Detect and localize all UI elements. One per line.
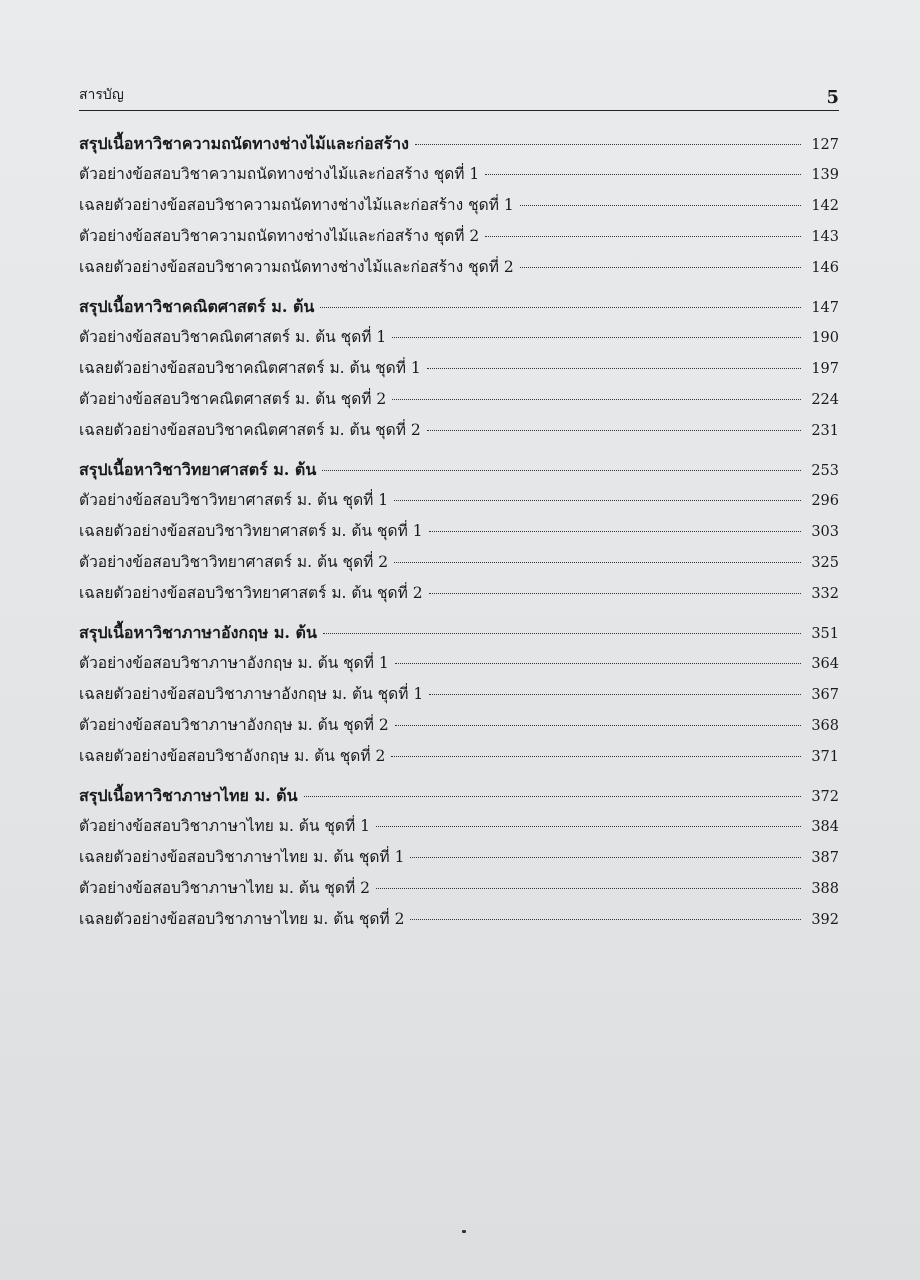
table-of-contents	[79, 128, 839, 943]
toc-entry	[79, 842, 839, 873]
toc-entry	[79, 741, 839, 772]
toc-entry-label: ตัวอย่างข้อสอบวิชาภาษาไทย ม. ต้น ชุดที่ 2	[79, 879, 370, 897]
dot-leader	[323, 631, 801, 634]
toc-entry-label: ตัวอย่างข้อสอบวิชาภาษาไทย ม. ต้น ชุดที่ 1	[79, 817, 370, 835]
toc-entry	[79, 252, 839, 283]
toc-entry-page: 190	[811, 330, 839, 346]
dot-leader	[322, 468, 801, 471]
toc-section	[79, 454, 839, 609]
toc-entry-page: 127	[811, 137, 839, 153]
toc-entry-label: สรุปเนื้อหาวิชาภาษาไทย ม. ต้น	[79, 786, 298, 805]
toc-section	[79, 128, 839, 283]
toc-section-heading	[79, 454, 839, 485]
toc-entry-page: 303	[811, 524, 839, 540]
toc-entry	[79, 353, 839, 384]
toc-entry-page: 351	[811, 626, 839, 642]
page-number: 5	[826, 87, 839, 108]
toc-entry-label: ตัวอย่างข้อสอบวิชาภาษาอังกฤษ ม. ต้น ชุดที่ 1	[79, 654, 389, 672]
toc-entry-page: 368	[811, 718, 839, 734]
toc-section	[79, 780, 839, 935]
toc-entry	[79, 648, 839, 679]
dot-leader	[427, 428, 801, 431]
toc-entry-label: สรุปเนื้อหาวิชาภาษาอังกฤษ ม. ต้น	[79, 623, 317, 642]
toc-entry-page: 364	[811, 656, 839, 672]
toc-entry-page: 325	[811, 555, 839, 571]
toc-entry	[79, 384, 839, 415]
dot-leader	[520, 265, 801, 268]
dot-leader	[485, 172, 801, 175]
toc-entry-page: 371	[811, 749, 839, 765]
toc-entry-label: เฉลยตัวอย่างข้อสอบวิชาอังกฤษ ม. ต้น ชุดที่ 2	[79, 747, 386, 765]
toc-entry-page: 231	[811, 423, 839, 439]
dot-leader	[392, 397, 801, 400]
dot-leader	[391, 754, 801, 757]
toc-entry-label: สรุปเนื้อหาวิชาคณิตศาสตร์ ม. ต้น	[79, 297, 315, 316]
print-speck	[462, 1230, 466, 1233]
toc-entry-label: เฉลยตัวอย่างข้อสอบวิชาภาษาไทย ม. ต้น ชุดที่ 1	[79, 848, 405, 866]
toc-entry	[79, 221, 839, 252]
toc-entry	[79, 415, 839, 446]
toc-entry-label: ตัวอย่างข้อสอบวิชาวิทยาศาสตร์ ม. ต้น ชุดที่ 1	[79, 491, 389, 509]
dot-leader	[395, 661, 801, 664]
dot-leader	[304, 794, 801, 797]
toc-section	[79, 617, 839, 772]
toc-entry	[79, 190, 839, 221]
toc-entry-label: ตัวอย่างข้อสอบวิชาความถนัดทางช่างไม้และก่อสร้าง ชุดที่ 1	[79, 165, 480, 183]
toc-entry-page: 388	[811, 881, 839, 897]
toc-entry-page: 296	[811, 493, 839, 509]
toc-entry-label: ตัวอย่างข้อสอบวิชาคณิตศาสตร์ ม. ต้น ชุดที่ 1	[79, 328, 387, 346]
dot-leader	[392, 335, 801, 338]
toc-entry-label: สรุปเนื้อหาวิชาวิทยาศาสตร์ ม. ต้น	[79, 460, 317, 479]
toc-entry	[79, 873, 839, 904]
toc-section-heading	[79, 128, 839, 159]
toc-section-heading	[79, 780, 839, 811]
toc-entry	[79, 516, 839, 547]
toc-entry	[79, 578, 839, 609]
toc-entry-page: 224	[811, 392, 839, 408]
toc-entry-label: เฉลยตัวอย่างข้อสอบวิชาคณิตศาสตร์ ม. ต้น ชุดที่ 2	[79, 421, 421, 439]
toc-entry-label: ตัวอย่างข้อสอบวิชาภาษาอังกฤษ ม. ต้น ชุดที่ 2	[79, 716, 389, 734]
toc-entry	[79, 904, 839, 935]
toc-entry	[79, 322, 839, 353]
toc-entry-label: ตัวอย่างข้อสอบวิชาคณิตศาสตร์ ม. ต้น ชุดที่ 2	[79, 390, 387, 408]
header-title: สารบัญ	[79, 87, 124, 103]
toc-entry-label: สรุปเนื้อหาวิชาความถนัดทางช่างไม้และก่อสร้าง	[79, 134, 409, 153]
toc-section-heading	[79, 291, 839, 322]
toc-entry-page: 142	[811, 198, 839, 214]
toc-entry-page: 139	[811, 167, 839, 183]
toc-entry-label: เฉลยตัวอย่างข้อสอบวิชาวิทยาศาสตร์ ม. ต้น ชุดที่ 1	[79, 522, 423, 540]
toc-entry-label: เฉลยตัวอย่างข้อสอบวิชาวิทยาศาสตร์ ม. ต้น ชุดที่ 2	[79, 584, 423, 602]
toc-entry-page: 143	[811, 229, 839, 245]
dot-leader	[415, 142, 801, 145]
dot-leader	[427, 366, 801, 369]
toc-entry-page: 146	[811, 260, 839, 276]
toc-entry-label: เฉลยตัวอย่างข้อสอบวิชาความถนัดทางช่างไม้และก่อสร้าง ชุดที่ 1	[79, 196, 514, 214]
dot-leader	[429, 591, 801, 594]
toc-entry	[79, 485, 839, 516]
toc-entry-page: 367	[811, 687, 839, 703]
dot-leader	[376, 824, 801, 827]
dot-leader	[429, 529, 801, 532]
toc-entry-page: 253	[811, 463, 839, 479]
toc-entry-page: 387	[811, 850, 839, 866]
toc-entry	[79, 811, 839, 842]
dot-leader	[394, 498, 801, 501]
dot-leader	[429, 692, 801, 695]
page-header	[79, 84, 839, 111]
toc-entry-page: 147	[811, 300, 839, 316]
dot-leader	[376, 886, 801, 889]
toc-entry-label: เฉลยตัวอย่างข้อสอบวิชาคณิตศาสตร์ ม. ต้น ชุดที่ 1	[79, 359, 421, 377]
toc-entry-page: 392	[811, 912, 839, 928]
toc-section-heading	[79, 617, 839, 648]
toc-section	[79, 291, 839, 446]
dot-leader	[410, 855, 801, 858]
toc-entry-label: เฉลยตัวอย่างข้อสอบวิชาภาษาไทย ม. ต้น ชุดที่ 2	[79, 910, 405, 928]
dot-leader	[520, 203, 801, 206]
toc-entry	[79, 679, 839, 710]
dot-leader	[395, 723, 801, 726]
toc-entry-page: 332	[811, 586, 839, 602]
toc-entry-label: ตัวอย่างข้อสอบวิชาความถนัดทางช่างไม้และก่อสร้าง ชุดที่ 2	[79, 227, 480, 245]
toc-entry	[79, 710, 839, 741]
toc-entry-page: 384	[811, 819, 839, 835]
toc-entry-label: ตัวอย่างข้อสอบวิชาวิทยาศาสตร์ ม. ต้น ชุดที่ 2	[79, 553, 389, 571]
dot-leader	[394, 560, 801, 563]
toc-entry-label: เฉลยตัวอย่างข้อสอบวิชาภาษาอังกฤษ ม. ต้น ชุดที่ 1	[79, 685, 424, 703]
dot-leader	[485, 234, 801, 237]
dot-leader	[320, 305, 801, 308]
toc-entry-label: เฉลยตัวอย่างข้อสอบวิชาความถนัดทางช่างไม้และก่อสร้าง ชุดที่ 2	[79, 258, 514, 276]
toc-entry	[79, 547, 839, 578]
toc-entry	[79, 159, 839, 190]
toc-entry-page: 372	[811, 789, 839, 805]
dot-leader	[410, 917, 801, 920]
toc-entry-page: 197	[811, 361, 839, 377]
